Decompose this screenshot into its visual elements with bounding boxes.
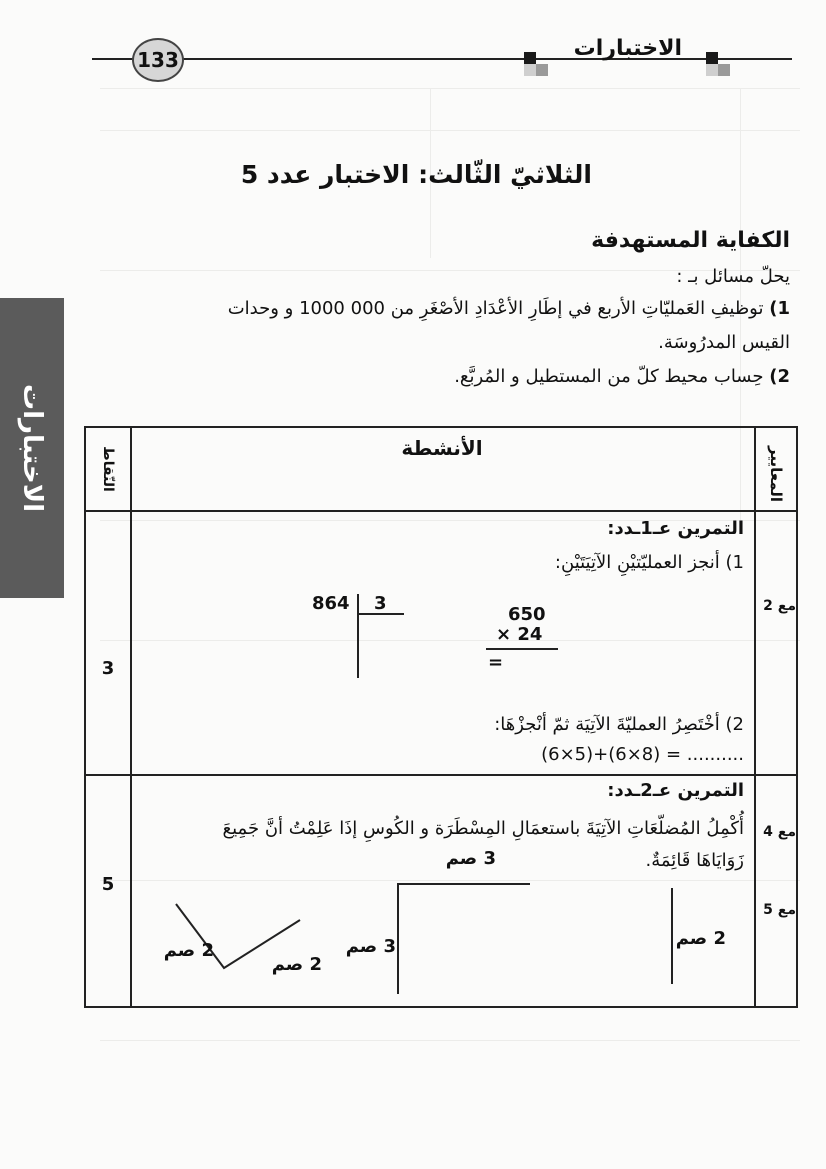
item-number: 2) [769, 366, 790, 387]
exercise-1-points: 3 [101, 658, 115, 679]
exercise-1-q2: 2) أخْتَصِرُ العمليّةَ الآتِيَة ثمّ أنْجزْهَا: [494, 714, 744, 735]
exercise-2-criterion-a: مع 4 [763, 824, 796, 840]
header-square-icon [524, 64, 536, 76]
exam-table [84, 426, 798, 1008]
polygon-drawings [166, 876, 686, 1000]
exercise-2-text-1: أُكْمِلُ المُضلّعَاتِ الآتِيَةَ باستعمَالِ المِسْطَرَة و الكُوسِ إذَا عَلِمْتُ أنَّ جَمِيعَ [222, 818, 744, 839]
col-divider [130, 428, 132, 1006]
exercise-1-expression: (6×5)+(6×8) = .......... [541, 744, 744, 765]
row-divider [86, 774, 796, 776]
division-bracket [346, 592, 408, 682]
header-section-title: الاختبارات [573, 36, 682, 61]
page-number: 133 [132, 38, 184, 82]
criteria-header-wrap [756, 442, 796, 506]
division-dividend: 864 [312, 593, 350, 614]
exercise-2-text-2: زَوَايَاهَا قَائِمَةٌ. [645, 850, 744, 871]
label-middle-left: 3 صم [345, 936, 396, 957]
item-text: توظيفِ العَمليّاتِ الأربع في إطَارِ الأعْدَادِ الأصْغَرِ من 000 1000 و وحدات [227, 298, 764, 319]
header-square-icon [718, 64, 730, 76]
item-text: القيس المدرُوسَة. [658, 332, 790, 353]
competence-intro: يحلّ مسائل بـ : [676, 266, 790, 287]
competence-item-1 [160, 298, 790, 319]
header-square-icon [524, 52, 536, 64]
competence-heading: الكفاية المستهدفة [591, 228, 790, 253]
exercise-1-title: التمرين عـ1ـدد: [607, 518, 744, 539]
competence-item-1-cont [300, 332, 790, 353]
criteria-header: المعايير [767, 445, 786, 503]
item-text: حِساب محيط كلّ من المستطيل و المُربَّع. [454, 366, 764, 387]
header-square-icon [706, 52, 718, 64]
middle-polygon-partial [398, 884, 530, 994]
points-header: النّقاط [100, 446, 116, 492]
label-left-side-b: 2 صم [271, 954, 322, 975]
label-left-side-a: 2 صم [163, 940, 214, 961]
header-square-icon [706, 64, 718, 76]
activities-header: الأنشطة [401, 436, 483, 460]
exercise-2-title: التمرين عـ2ـدد: [607, 780, 744, 801]
multiplication-bottom: × 24 [496, 624, 543, 645]
side-tab-label-wrap [0, 298, 64, 598]
header-square-icon [536, 64, 548, 76]
division-divisor: 3 [374, 593, 387, 614]
exercise-2-criterion-b: مع 5 [763, 902, 796, 918]
label-right-side: 2 صم [675, 928, 726, 949]
multiplication-top: 650 [508, 604, 546, 625]
points-header-wrap [88, 442, 128, 496]
competence-item-2 [360, 366, 790, 387]
item-number: 1) [769, 298, 790, 319]
exercise-2-points: 5 [101, 874, 115, 895]
label-middle-top: 3 صم [445, 848, 496, 869]
page-title: الثلاثيّ الثّالث: الاختبار عدد 5 [240, 160, 592, 189]
exercise-1-criterion: مع 2 [763, 598, 796, 614]
side-tab-label: الاختبارات [17, 383, 48, 513]
col-divider [754, 428, 756, 1006]
header-rule [92, 58, 792, 60]
row-divider [86, 510, 796, 512]
multiplication-equals: = [488, 652, 504, 673]
exercise-1-q1: 1) أنجز العمليّتيْنِ الآتِيَتَيْنِ: [554, 552, 744, 573]
